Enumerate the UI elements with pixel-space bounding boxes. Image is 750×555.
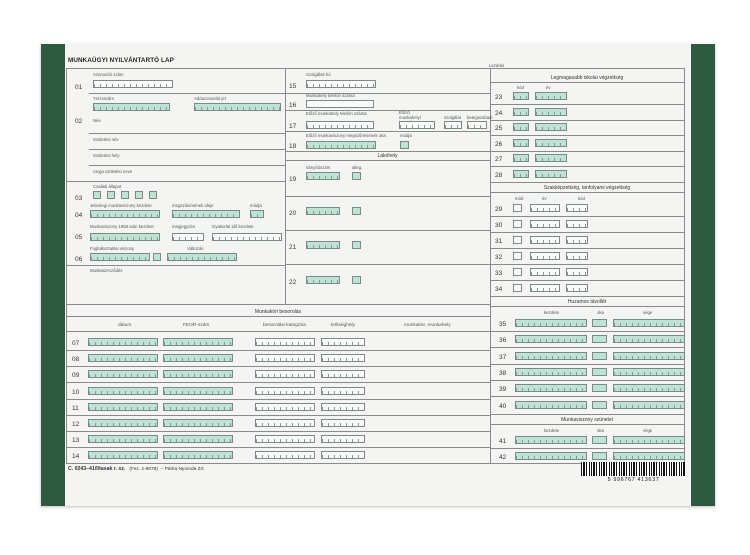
row-number: 08 (72, 356, 80, 363)
iskola-kod-field[interactable] (513, 108, 529, 116)
iskolai-vegzettseg-header: Legmagasabb iskolai végzettség (550, 75, 624, 81)
szak-kod-field[interactable] (566, 236, 588, 244)
huzamos-kezdete-field[interactable] (515, 335, 587, 343)
lakohely-alleg-3[interactable] (352, 241, 361, 249)
row-number: 27 (495, 156, 503, 163)
szolgalati-ho-field[interactable] (306, 80, 376, 88)
munkahely-telefon-field[interactable] (306, 100, 374, 108)
huzamos-vege-field[interactable] (613, 401, 685, 409)
barcode-number: 5 996767 413637 (607, 477, 660, 483)
szak-mod-field[interactable] (513, 284, 522, 292)
besorolas-koltseghely-field[interactable] (321, 387, 365, 395)
row-line (490, 364, 684, 365)
row-line (66, 431, 490, 432)
munkaviszony-kezdete-field[interactable] (90, 210, 160, 218)
lakohely-iranyitoszam-2[interactable] (306, 207, 340, 215)
iskola-ev-field[interactable] (535, 170, 567, 178)
row-number: 10 (72, 389, 80, 396)
szak-ev-field[interactable] (530, 284, 560, 292)
huzamos-vege-field[interactable] (613, 352, 685, 360)
betegszabadsag-field[interactable] (467, 121, 487, 129)
row-number: 41 (499, 438, 507, 445)
row-number: 33 (495, 270, 503, 277)
iskola-kod-field[interactable] (513, 92, 529, 100)
row-line (490, 135, 684, 136)
row-number: 09 (72, 372, 80, 379)
row-number: 39 (499, 386, 507, 393)
label-adoazonosito-jel: Adóazonosító jel (194, 96, 226, 101)
besorolas-koltseghely-field[interactable] (321, 354, 365, 362)
besorolas-kategoria-field[interactable] (255, 451, 315, 459)
row-line (285, 131, 490, 132)
row-line (66, 447, 490, 448)
row-line (66, 316, 490, 317)
row-number: 24 (495, 110, 503, 117)
megszunes-oka-field[interactable] (306, 141, 376, 149)
szak-kod-field[interactable] (566, 284, 588, 292)
iskola-ev-field[interactable] (535, 139, 567, 147)
adoazonosito-field[interactable] (194, 103, 281, 111)
huzamos-oka-field[interactable] (592, 384, 607, 392)
huzamos-kezdete-field[interactable] (515, 352, 587, 360)
row-number: 40 (499, 403, 507, 410)
row-line (66, 265, 285, 266)
row-line (490, 104, 684, 105)
label-datum: dátum (118, 323, 132, 328)
label-elozo-munkahelyi-igazolas: Előző munkahelyi (399, 110, 421, 120)
huzamos-vege-field[interactable] (613, 384, 685, 392)
row-line (490, 248, 684, 249)
label-mod: mód (515, 196, 524, 201)
row-line (490, 280, 684, 281)
besorolas-datum-field[interactable] (88, 435, 158, 443)
szak-ev-field[interactable] (530, 252, 560, 260)
besorolas-datum-field[interactable] (88, 451, 158, 459)
row-line (490, 414, 684, 415)
elozo-munkahely-telefon-field[interactable] (306, 121, 374, 129)
row-line (490, 182, 684, 183)
row-number: 04 (75, 212, 83, 219)
huzamos-oka-field[interactable] (592, 368, 607, 376)
row-number: 22 (289, 279, 297, 286)
row-number: 26 (495, 141, 503, 148)
megjegyzes-field[interactable] (172, 233, 204, 241)
modja-field[interactable] (250, 210, 264, 218)
row-line (490, 151, 684, 152)
label-kezdete-2: kezdete (544, 428, 560, 433)
label-megszunes-oka: Előző munkaviszony megszűnésének oka (306, 133, 386, 138)
row-line (89, 133, 285, 134)
bottom-section-divider (66, 304, 490, 305)
megszunes-ideje-field[interactable] (172, 210, 240, 218)
label-koltseghely: költséghely (331, 323, 355, 328)
label-kod-2: kód (578, 196, 585, 201)
elozo-igazolas-field[interactable] (399, 121, 435, 129)
szak-mod-field[interactable] (513, 220, 522, 228)
szunetel-vege-field[interactable] (613, 452, 685, 460)
row-number: 28 (495, 172, 503, 179)
besorolas-feor-field[interactable] (163, 338, 233, 346)
row-line (285, 160, 490, 161)
row-line (490, 347, 684, 348)
csaladi-allapot-box-2[interactable] (107, 191, 115, 199)
label-azonosito-szam: Azonosító szám (93, 72, 124, 77)
row-line (285, 230, 490, 231)
row-number: 30 (495, 222, 503, 229)
row-line (490, 424, 684, 425)
szolgalat-field[interactable] (444, 121, 462, 129)
row-number: 03 (75, 195, 83, 202)
row-line (285, 151, 490, 152)
row-number: 01 (75, 84, 83, 91)
szak-kod-field[interactable] (566, 252, 588, 260)
label-vege-2: vége (643, 428, 653, 433)
lezaras-label: Lezárás (489, 63, 505, 68)
munkaviszony-1968-field[interactable] (90, 233, 160, 241)
row-number: 37 (499, 354, 507, 361)
lakohely-iranyitoszam-3[interactable] (306, 241, 340, 249)
col-divider-1 (285, 68, 286, 304)
row-line (66, 350, 490, 351)
gyakorlat-kezdete-field[interactable] (212, 233, 282, 241)
szakkepzettseg-header: Szakképzettség, tanfolyami végzettség (543, 185, 631, 191)
middle-modja-field[interactable] (400, 141, 409, 149)
form-code: C. 0243–41/I/tasak r. sz. (68, 466, 126, 472)
label-munkaviszony-kezdete: Jelenlegi munkaviszony kezdete (90, 203, 152, 208)
huzamos-kezdete-field[interactable] (515, 384, 587, 392)
besorolas-koltseghely-field[interactable] (321, 451, 365, 459)
iskola-kod-field[interactable] (513, 123, 529, 131)
label-feor-szam: FEOR-szám (183, 323, 210, 328)
valtozas-field[interactable] (167, 253, 237, 261)
row-number: 11 (72, 405, 79, 412)
csaladi-allapot-box-3[interactable] (121, 191, 129, 199)
row-line (490, 120, 684, 121)
szak-kod-field[interactable] (566, 268, 588, 276)
lakohely-alleg-2[interactable] (352, 207, 361, 215)
row-line (66, 382, 490, 383)
szak-mod-field[interactable] (513, 236, 522, 244)
besorolas-kategoria-field[interactable] (255, 370, 315, 378)
besorolas-koltseghely-field[interactable] (321, 338, 365, 346)
huzamos-vege-field[interactable] (613, 319, 685, 327)
label-csaladi-allapot: Családi állapot (93, 184, 122, 189)
label-iranyitoszam: irányítószám (306, 165, 331, 170)
top-border (66, 68, 684, 69)
row-number: 34 (495, 286, 503, 293)
valtozas-flag-box[interactable] (153, 253, 161, 261)
iskola-ev-field[interactable] (535, 154, 567, 162)
huzamos-oka-field[interactable] (592, 335, 607, 343)
row-number: 31 (495, 238, 503, 245)
row-line (490, 306, 684, 307)
label-modja: módja (250, 203, 262, 208)
besorolas-kategoria-field[interactable] (255, 387, 315, 395)
row-line (66, 366, 490, 367)
iskola-ev-field[interactable] (535, 123, 567, 131)
row-line (490, 331, 684, 332)
row-line (66, 415, 490, 416)
row-number: 32 (495, 254, 503, 261)
row-number: 07 (72, 340, 80, 347)
besorolas-kategoria-field[interactable] (255, 435, 315, 443)
besorolas-koltseghely-field[interactable] (321, 370, 365, 378)
label-szolgalat: szolgálat (444, 115, 461, 120)
szak-mod-field[interactable] (513, 204, 522, 212)
huzamos-vege-field[interactable] (613, 335, 685, 343)
szunetel-kezdete-field[interactable] (515, 436, 587, 444)
besorolas-datum-field[interactable] (88, 403, 158, 411)
besorolas-koltseghely-field[interactable] (321, 435, 365, 443)
besorolas-feor-field[interactable] (163, 387, 233, 395)
csaladi-allapot-box-4[interactable] (135, 191, 143, 199)
row-line (285, 264, 490, 265)
row-line (89, 149, 285, 150)
row-line (490, 216, 684, 217)
row-number: 23 (495, 94, 503, 101)
label-ev: év (546, 85, 551, 90)
right-binding-strip (691, 44, 715, 506)
szunetel-oka-field[interactable] (592, 452, 607, 460)
label-kezdete: kezdete (544, 310, 560, 315)
lakohely-header: Lakóhely (377, 153, 398, 159)
label-munkahely-telefon: Munkahely telefon száma (306, 93, 355, 98)
szak-kod-field[interactable] (566, 204, 588, 212)
szunetel-header: Munkaviszony szünetel (561, 417, 613, 423)
row-number: 29 (495, 206, 503, 213)
azonosito-szam-field[interactable] (93, 80, 173, 88)
label-oka-2: oka (597, 428, 604, 433)
label-torzsszam: Törzsszám (93, 96, 115, 101)
label-foglalkoztatasi-viszony: Foglalkoztatási viszony (90, 246, 135, 251)
huzamos-kezdete-field[interactable] (515, 319, 587, 327)
iskola-kod-field[interactable] (513, 154, 529, 162)
row-line (490, 232, 684, 233)
iskola-kod-field[interactable] (513, 139, 529, 147)
barcode (581, 462, 686, 476)
besorolas-kategoria-field[interactable] (255, 419, 315, 427)
besorolas-koltseghely-field[interactable] (321, 419, 365, 427)
munkakori-besorolas-header: Munkaköri besorolás (254, 309, 302, 315)
iskola-ev-field[interactable] (535, 108, 567, 116)
row-line (490, 448, 684, 449)
row-line (490, 82, 684, 83)
form-footer: C. 0243–41/I/tasak r. sz. (Fsz. 2-9678) – Pátria Nyomda Zrt. (68, 466, 205, 472)
row-number: 38 (499, 370, 507, 377)
row-line (66, 181, 285, 182)
label-oka: oka (597, 310, 604, 315)
besorolas-feor-field[interactable] (163, 451, 233, 459)
szak-ev-field[interactable] (530, 220, 560, 228)
label-valtozas: Változás (187, 246, 204, 251)
row-number: 20 (289, 210, 297, 217)
row-number: 02 (75, 118, 83, 125)
row-number: 05 (75, 234, 83, 241)
row-number: 35 (499, 321, 507, 328)
besorolas-kategoria-field[interactable] (255, 354, 315, 362)
huzamos-vege-field[interactable] (613, 368, 685, 376)
row-number: 06 (75, 256, 83, 263)
iskola-ev-field[interactable] (535, 92, 567, 100)
label-alleg: alleg. (352, 165, 363, 170)
szak-kod-field[interactable] (566, 220, 588, 228)
szak-ev-field[interactable] (530, 204, 560, 212)
huzamos-kezdete-field[interactable] (515, 368, 587, 376)
row-number: 18 (289, 143, 297, 150)
form-title: MUNKAÜGYI NYILVÁNTARTÓ LAP (68, 57, 174, 64)
lakohely-alleg-4[interactable] (352, 276, 361, 284)
row-number: 15 (289, 83, 297, 90)
szunetel-kezdete-field[interactable] (515, 452, 587, 460)
huzamos-kezdete-field[interactable] (515, 401, 587, 409)
label-besorolasi-kategoria: besorolási kategória (263, 323, 306, 328)
row-line (89, 93, 285, 94)
szak-ev-field[interactable] (530, 236, 560, 244)
label-szuletesi-hely: Születési hely (93, 153, 120, 158)
besorolas-datum-field[interactable] (88, 338, 158, 346)
besorolas-feor-field[interactable] (163, 403, 233, 411)
huzamos-oka-field[interactable] (592, 352, 607, 360)
label-elozo-munkahely-telefon: Előző munkahely telefon száma (306, 111, 367, 116)
row-line (89, 165, 285, 166)
row-number: 42 (499, 454, 507, 461)
besorolas-datum-field[interactable] (88, 387, 158, 395)
besorolas-feor-field[interactable] (163, 419, 233, 427)
row-line (490, 380, 684, 381)
label-gyakorlat-kezdete: Gyakorlat idő kezdete (212, 224, 254, 229)
row-number: 25 (495, 125, 503, 132)
szak-ev-field[interactable] (530, 268, 560, 276)
row-line (66, 331, 490, 332)
label-munkaszerzodes: Munkaszerződés (90, 268, 123, 273)
row-line (490, 396, 684, 397)
huzamos-oka-field[interactable] (592, 319, 607, 327)
label-betegszabadsag: betegszabad. (467, 115, 493, 120)
besorolas-feor-field[interactable] (163, 370, 233, 378)
row-line (490, 166, 684, 167)
torzsszam-field[interactable] (93, 103, 170, 111)
label-megjegyzes: megjegyzés (172, 224, 195, 229)
szunetel-oka-field[interactable] (592, 436, 607, 444)
csaladi-allapot-box-1[interactable] (93, 191, 101, 199)
huzamos-oka-field[interactable] (592, 401, 607, 409)
label-middle-modja: módja (400, 133, 412, 138)
row-line (490, 192, 684, 193)
left-binding-strip (41, 44, 65, 506)
besorolas-datum-field[interactable] (88, 419, 158, 427)
label-nev: Név (93, 118, 101, 123)
lakohely-alleg-1[interactable] (352, 172, 361, 180)
label-anyja-neve: Anyja születési neve (93, 169, 133, 174)
row-number: 16 (289, 102, 297, 109)
szak-mod-field[interactable] (513, 252, 522, 260)
huzamos-tavollet-header: Huzamos távollét (567, 299, 607, 305)
besorolas-koltseghely-field[interactable] (321, 403, 365, 411)
label-szolgalati-ho: Szolgálati hó (306, 72, 331, 77)
row-number: 12 (72, 421, 80, 428)
row-number: 36 (499, 337, 507, 344)
row-number: 17 (289, 123, 297, 130)
szunetel-vege-field[interactable] (613, 436, 685, 444)
row-number: 21 (289, 244, 297, 251)
row-number: 19 (289, 176, 297, 183)
label-kod: kód (517, 85, 524, 90)
foglalkoztatasi-viszony-field[interactable] (90, 253, 150, 261)
besorolas-feor-field[interactable] (163, 435, 233, 443)
label-munkaviszony-1968: Munkaviszony 1968 után kezdete (90, 224, 154, 229)
row-line (490, 264, 684, 265)
lakohely-iranyitoszam-1[interactable] (306, 172, 340, 180)
besorolas-datum-field[interactable] (88, 370, 158, 378)
form-note: (Fsz. 2-9678) (129, 467, 158, 472)
besorolas-kategoria-field[interactable] (255, 338, 315, 346)
besorolas-feor-field[interactable] (163, 354, 233, 362)
iskola-kod-field[interactable] (513, 170, 529, 178)
row-number: 13 (72, 437, 80, 444)
lakohely-iranyitoszam-4[interactable] (306, 276, 340, 284)
label-vege: vége (643, 310, 653, 315)
label-munkakor-munkahely: munkakör, munkahely (404, 323, 451, 328)
besorolas-datum-field[interactable] (88, 354, 158, 362)
besorolas-kategoria-field[interactable] (255, 403, 315, 411)
label-szuletesi-nev: Születési név (93, 137, 119, 142)
csaladi-allapot-box-5[interactable] (149, 191, 157, 199)
publisher: Pátria Nyomda Zrt. (164, 467, 205, 472)
col-divider-2 (490, 68, 491, 463)
label-megszunes-ideje: megszűnésének ideje (172, 203, 214, 208)
row-line (490, 296, 684, 297)
label-ev-2: év (542, 196, 547, 201)
row-line (285, 196, 490, 197)
row-line (66, 399, 490, 400)
szak-mod-field[interactable] (513, 268, 522, 276)
row-number: 14 (72, 453, 80, 460)
